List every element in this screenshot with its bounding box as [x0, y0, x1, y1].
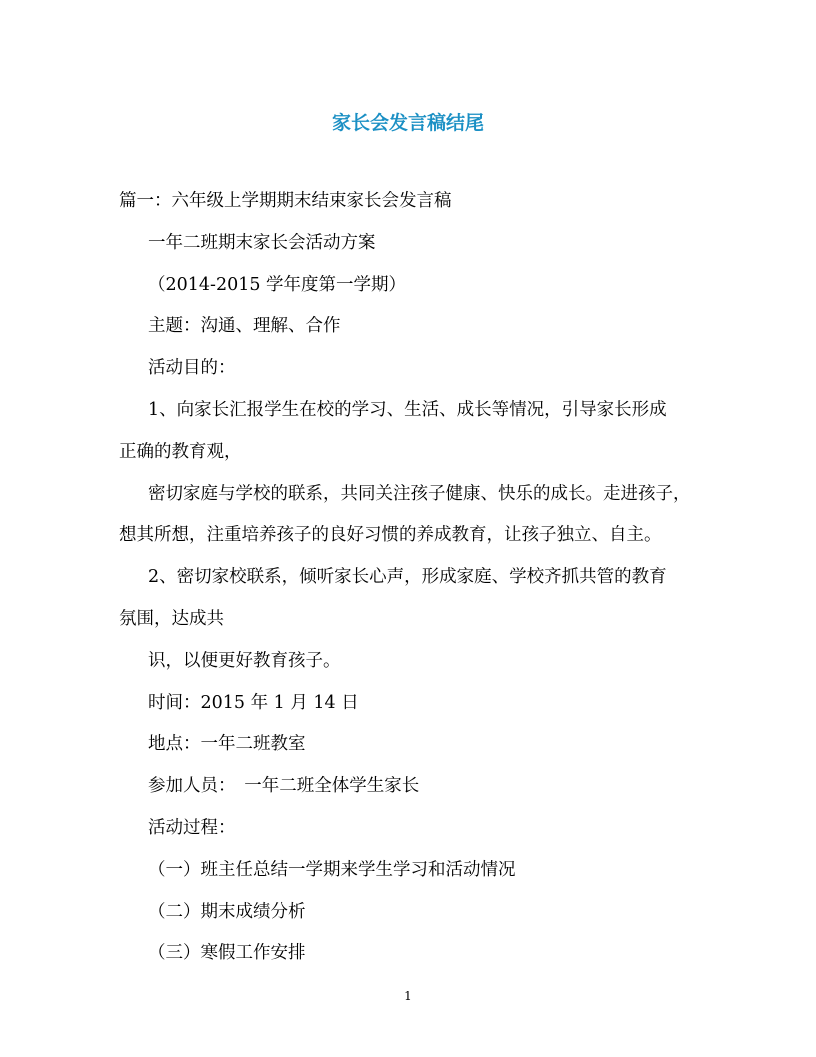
paragraph: 主题：沟通、理解、合作 [148, 316, 341, 337]
paragraph: 参加人员： 一年二班全体学生家长 [148, 776, 420, 797]
paragraph: 活动目的： [148, 358, 236, 379]
paragraph: 地点：一年二班教室 [148, 734, 306, 755]
document-title: 家长会发言稿结尾 [331, 112, 484, 134]
paragraph: 时间：2015 年 1 月 14 日 [148, 692, 359, 713]
paragraph: 活动过程： [148, 817, 236, 838]
paragraph: （三）寒假工作安排 [148, 943, 306, 964]
paragraph: 篇一：六年级上学期期末结束家长会发言稿 [119, 191, 452, 211]
paragraph: 氛围，达成共 [119, 608, 224, 629]
document-body [119, 181, 709, 975]
paragraph: 识，以便更好教育孩子。 [148, 650, 341, 671]
paragraph: 想其所想，注重培养孩子的良好习惯的养成教育，让孩子独立、自主。 [119, 525, 662, 546]
paragraph: 1、向家长汇报学生在校的学习、生活、成长等情况，引导家长形成 [148, 399, 667, 420]
paragraph: 正确的教育观， [119, 441, 242, 462]
page-number: 1 [404, 989, 412, 1003]
paragraph: （一）班主任总结一学期来学生学习和活动情况 [148, 859, 516, 880]
paragraph: 2、密切家校联系，倾听家长心声，形成家庭、学校齐抓共管的教育 [148, 567, 667, 588]
paragraph: 密切家庭与学校的联系，共同关注孩子健康、快乐的成长。走进孩子， [148, 483, 691, 504]
paragraph: 一年二班期末家长会活动方案 [148, 232, 376, 253]
paragraph: （二）期末成绩分析 [148, 901, 306, 922]
paragraph: （2014-2015 学年度第一学期） [148, 274, 407, 295]
